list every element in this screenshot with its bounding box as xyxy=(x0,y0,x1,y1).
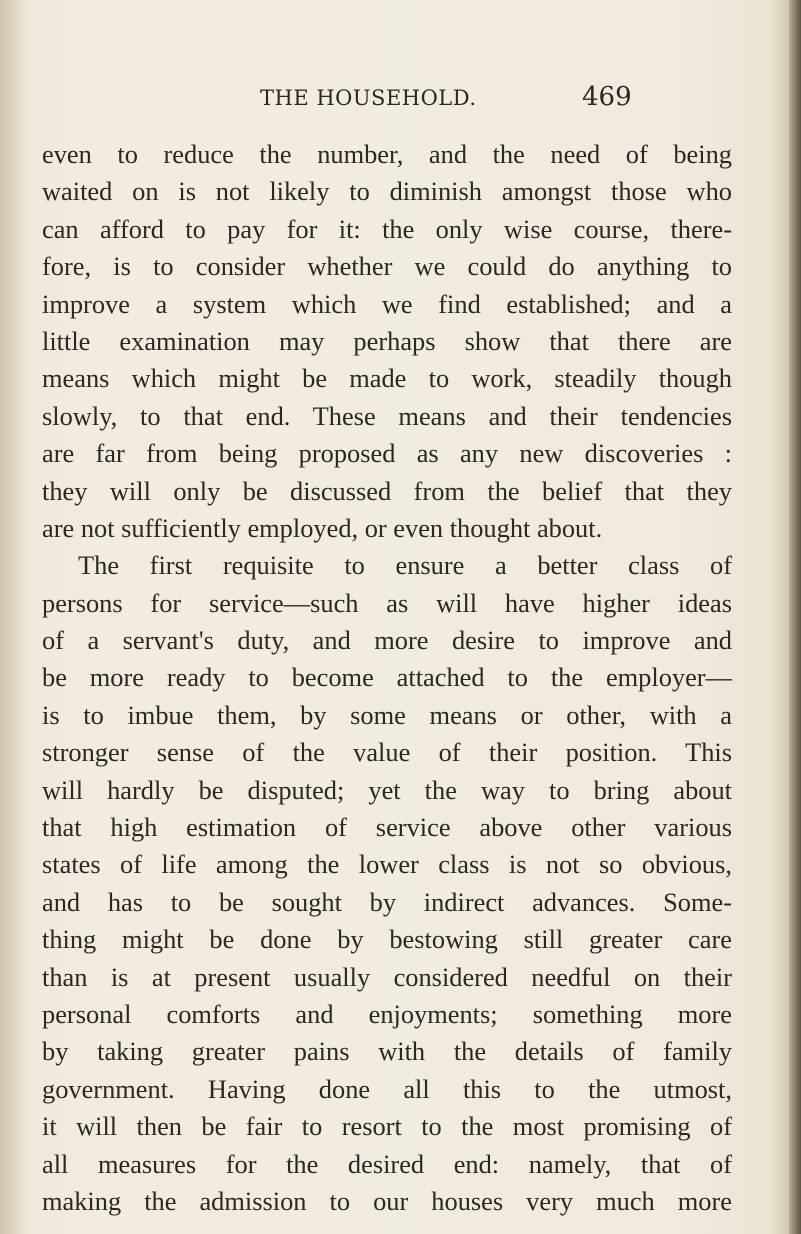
text-line: than is at present usually considered needful on their xyxy=(42,961,732,992)
text-line: little examination may perhaps show that there are xyxy=(42,325,732,356)
text-line: personal comforts and enjoyments; something more xyxy=(42,998,732,1029)
text-line: and has to be sought by indirect advances. Some- xyxy=(42,886,732,917)
text-line: means which might be made to work, steadily though xyxy=(42,363,732,394)
text-line: slowly, to that end. These means and their tendencies xyxy=(42,400,732,431)
text-line: they will only be discussed from the belief that they xyxy=(42,475,732,506)
text-line: by taking greater pains with the details of family xyxy=(42,1036,732,1067)
running-head xyxy=(260,82,700,116)
text-line: stronger sense of the value of their position. This xyxy=(42,737,732,768)
text-line: making the admission to our houses very much more xyxy=(42,1185,732,1216)
paragraph-1 xyxy=(42,136,732,547)
text-line: The first requisite to ensure a better class of xyxy=(78,550,732,581)
text-line: are far from being proposed as any new discoveries : xyxy=(42,438,732,469)
text-line: improve a system which we find established; and a xyxy=(42,288,732,319)
body-text xyxy=(42,136,732,1220)
text-line: are not sufficiently employed, or even thought about. xyxy=(42,512,603,543)
gutter-shadow xyxy=(0,0,28,1234)
text-line: can afford to pay for it: the only wise course, there- xyxy=(42,213,732,244)
text-line: of a servant's duty, and more desire to improve and xyxy=(42,625,732,656)
text-line: fore, is to consider whether we could do anything to xyxy=(42,251,732,282)
text-line: even to reduce the number, and the need of being xyxy=(42,139,732,169)
paragraph-2 xyxy=(42,547,732,1220)
text-line: it will then be fair to resort to the most promising of xyxy=(42,1111,732,1142)
text-line: that high estimation of service above other various xyxy=(42,812,732,843)
text-line: will hardly be disputed; yet the way to bring about xyxy=(42,774,732,805)
text-line: waited on is not likely to diminish amongst those who xyxy=(42,176,732,207)
running-head-title: THE HOUSEHOLD. xyxy=(260,86,477,110)
page-number: 469 xyxy=(582,82,632,112)
text-line: is to imbue them, by some means or other, with a xyxy=(42,699,732,730)
text-line: states of life among the lower class is not so obvious, xyxy=(42,849,732,880)
text-line: thing might be done by bestowing still greater care xyxy=(42,924,732,955)
text-line: all measures for the desired end: namely, that of xyxy=(42,1148,732,1179)
text-line: persons for service—such as will have higher ideas xyxy=(42,587,732,618)
text-line: be more ready to become attached to the employer— xyxy=(42,662,732,693)
text-line: government. Having done all this to the utmost, xyxy=(42,1073,732,1104)
page-edge xyxy=(789,0,801,1234)
